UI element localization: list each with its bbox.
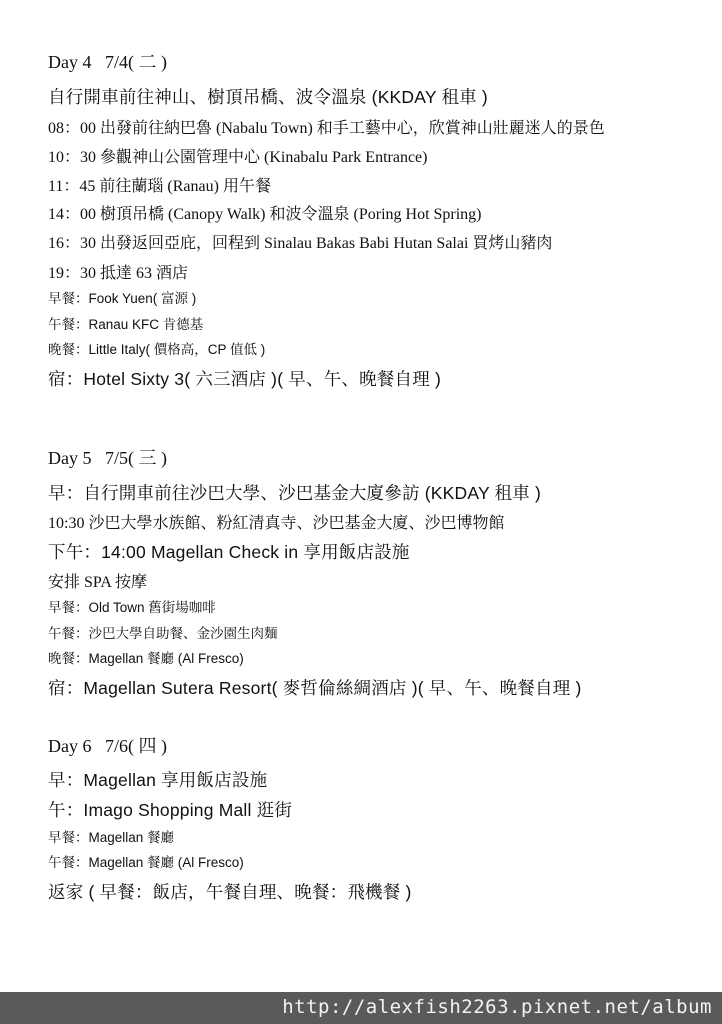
day5-breakfast: 早餐：Old Town 舊街場咖啡 [48,600,216,615]
day4-item-3: 11：45 前往蘭瑙 (Ranau) 用午餐 [48,178,271,195]
day6-noon: 午：Imago Shopping Mall 逛街 [48,800,293,820]
watermark-bar [0,992,722,1024]
day4-stay: 宿：Hotel Sixty 3( 六三酒店 )( 早、午、晚餐自理 ) [48,369,441,389]
day5-afternoon: 下午：14:00 Magellan Check in 享用飯店設施 [48,542,410,562]
day5-stay: 宿：Magellan Sutera Resort( 麥哲倫絲綢酒店 )( 早、午、晚餐自理 ) [48,678,582,698]
day6-title: Day 6 7/6( 四 ) [48,736,167,756]
day5-item-1: 10:30 沙巴大學水族館、粉紅清真寺、沙巴基金大廈、沙巴博物館 [48,515,505,532]
day4-item-5: 16：30 出發返回亞庇，回程到 Sinalau Bakas Babi Hutan Salai 買烤山豬肉 [48,235,553,252]
day4-title: Day 4 7/4( 二 ) [48,52,167,72]
day4-breakfast: 早餐：Fook Yuen( 富源 ) [48,291,197,306]
day4-item-4: 14：00 樹頂吊橋 (Canopy Walk) 和波令溫泉 (Poring Hot Spring) [48,206,482,223]
day4-dinner: 晚餐：Little Italy( 價格高，CP 值低 ) [48,342,266,357]
day6-morning: 早：Magellan 享用飯店設施 [48,770,268,790]
day6-lunch: 午餐：Magellan 餐廳 (Al Fresco) [48,855,244,870]
day5-headline: 早：自行開車前往沙巴大學、沙巴基金大廈參訪 (KKDAY 租車 ) [48,483,542,503]
day4-item-2: 10：30 參觀神山公園管理中心 (Kinabalu Park Entrance) [48,149,428,166]
day5-title: Day 5 7/5( 三 ) [48,448,167,468]
day5-dinner: 晚餐：Magellan 餐廳 (Al Fresco) [48,651,244,666]
day4-item-1: 08：00 出發前往納巴魯 (Nabalu Town) 和手工藝中心，欣賞神山壯麗迷人的景色 [48,120,605,137]
day5-spa: 安排 SPA 按摩 [48,574,148,591]
day6-return-home: 返家 ( 早餐：飯店，午餐自理、晚餐：飛機餐 ) [48,882,412,902]
day4-lunch: 午餐：Ranau KFC 肯德基 [48,317,204,332]
day4-headline: 自行開車前往神山、樹頂吊橋、波令溫泉 (KKDAY 租車 ) [48,87,488,107]
day5-lunch: 午餐：沙巴大學自助餐、金沙園生肉麵 [48,626,278,641]
watermark-url: http://alexfish2263.pixnet.net/album [282,996,712,1018]
day4-item-6: 19：30 抵達 63 酒店 [48,265,189,282]
day6-breakfast: 早餐：Magellan 餐廳 [48,830,175,845]
